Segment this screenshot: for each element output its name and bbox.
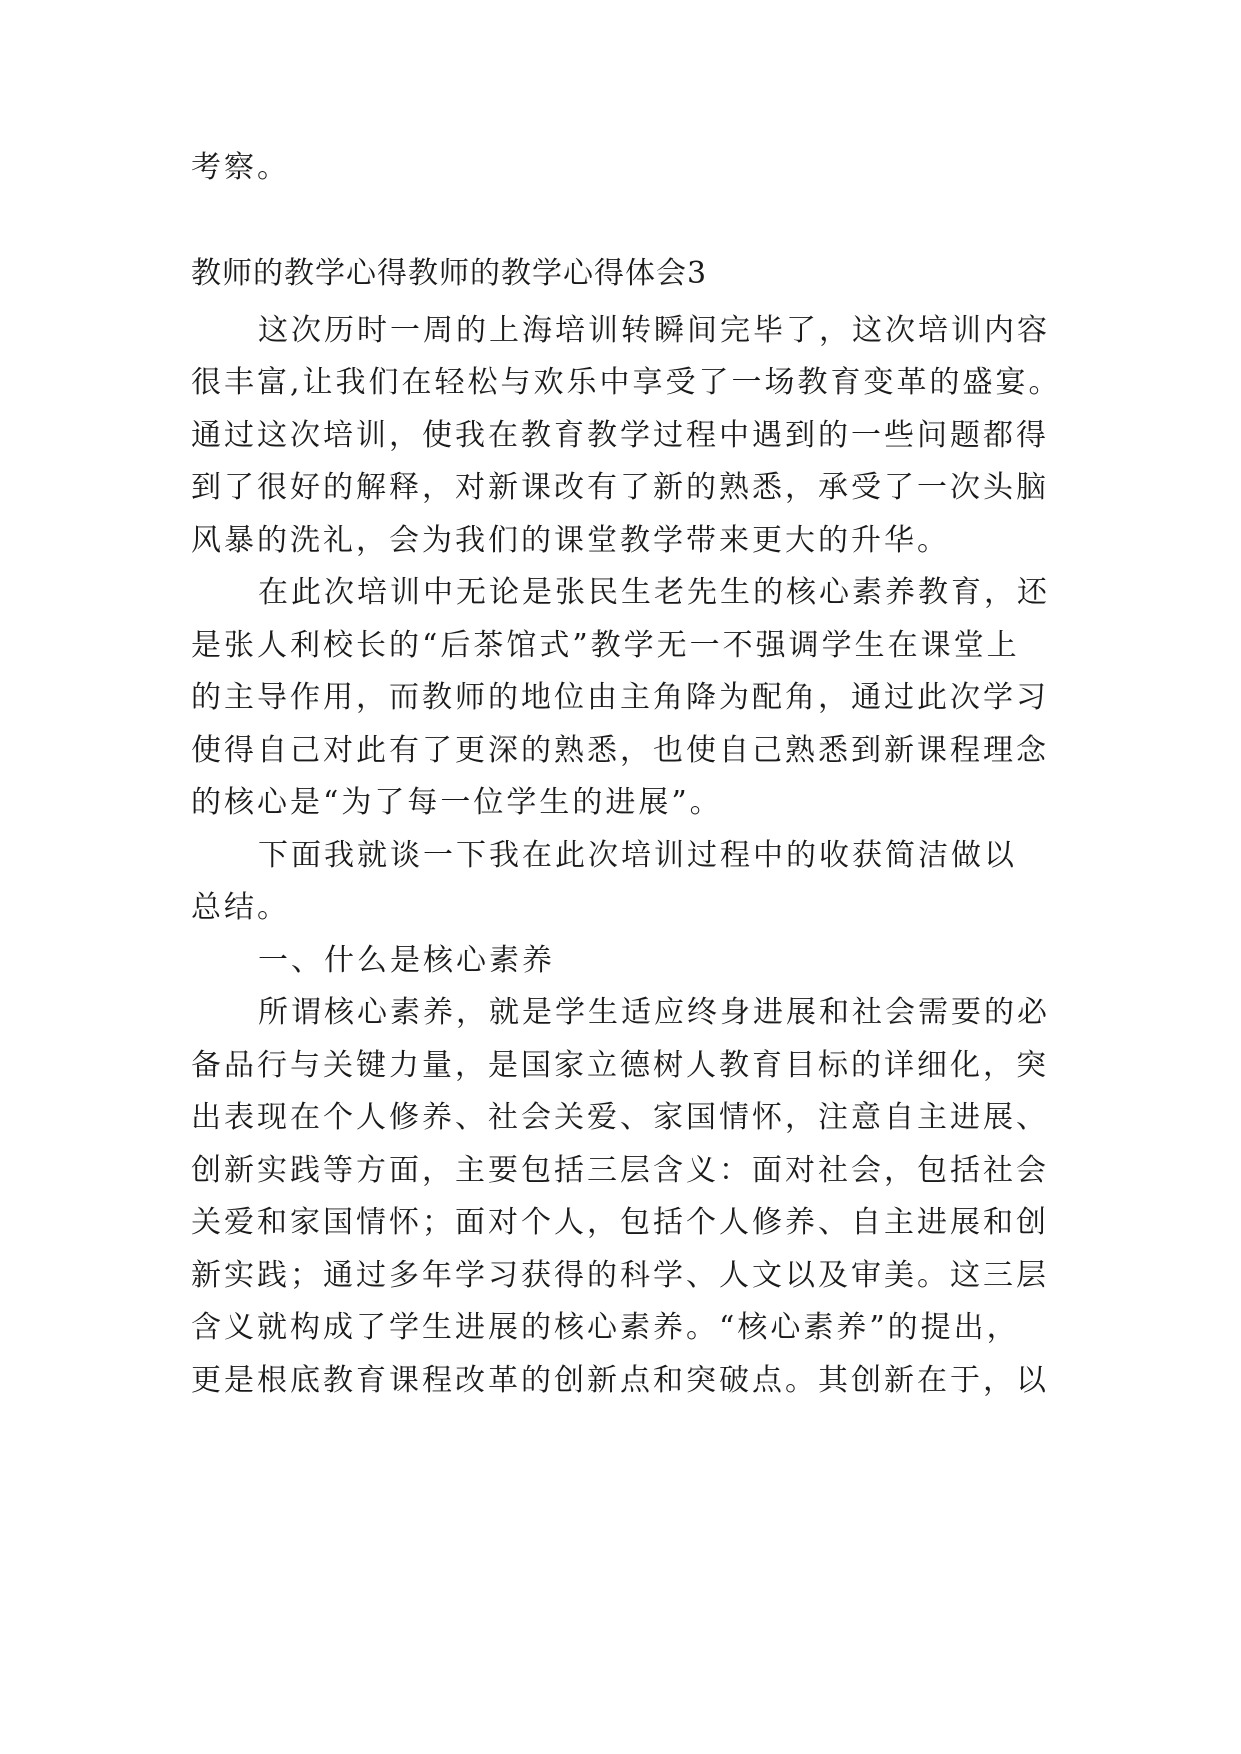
paragraph-2-line-2: 是张人利校长的“后茶馆式”教学无一不强调学生在课堂上	[191, 628, 1020, 663]
section-title: 教师的教学心得教师的教学心得体会3	[191, 256, 708, 291]
paragraph-4-line-8: 更是根底教育课程改革的创新点和突破点。其创新在于，以	[191, 1363, 1049, 1398]
paragraph-1-line-1: 这次历时一周的上海培训转瞬间完毕了，这次培训内容	[258, 313, 1050, 348]
paragraph-1-line-2: 很丰富,让我们在轻松与欢乐中享受了一场教育变革的盛宴。	[191, 365, 1062, 400]
paragraph-4-line-3: 出表现在个人修养、社会关爱、家国情怀，注意自主进展、	[191, 1100, 1049, 1135]
paragraph-4-line-4: 创新实践等方面，主要包括三层含义：面对社会，包括社会	[191, 1153, 1049, 1188]
paragraph-2-line-3: 的主导作用，而教师的地位由主角降为配角，通过此次学习	[191, 680, 1049, 715]
paragraph-2-line-1: 在此次培训中无论是张民生老先生的核心素养教育，还	[258, 575, 1050, 610]
paragraph-2-line-4: 使得自己对此有了更深的熟悉，也使自己熟悉到新课程理念	[191, 733, 1049, 768]
subheading-what-is-core-literacy: 一、什么是核心素养	[258, 943, 555, 978]
paragraph-4-line-1: 所谓核心素养，就是学生适应终身进展和社会需要的必	[258, 995, 1050, 1030]
paragraph-4-line-6: 新实践；通过多年学习获得的科学、人文以及审美。这三层	[191, 1258, 1049, 1293]
paragraph-3-line-1: 下面我就谈一下我在此次培训过程中的收获简洁做以	[258, 838, 1017, 873]
paragraph-4-line-2: 备品行与关键力量，是国家立德树人教育目标的详细化，突	[191, 1048, 1049, 1083]
paragraph-1-line-5: 风暴的洗礼，会为我们的课堂教学带来更大的升华。	[191, 523, 950, 558]
paragraph-2-line-5: 的核心是“为了每一位学生的进展”。	[191, 785, 723, 820]
paragraph-4-line-5: 关爱和家国情怀；面对个人，包括个人修养、自主进展和创	[191, 1205, 1049, 1240]
paragraph-1-line-4: 到了很好的解释，对新课改有了新的熟悉，承受了一次头脑	[191, 470, 1049, 505]
paragraph-1-line-3: 通过这次培训，使我在教育教学过程中遇到的一些问题都得	[191, 418, 1049, 453]
continued-text-line: 考察。	[191, 150, 290, 185]
paragraph-4-line-7: 含义就构成了学生进展的核心素养。“核心素养”的提出，	[191, 1310, 1020, 1345]
paragraph-3-line-2: 总结。	[191, 890, 290, 925]
